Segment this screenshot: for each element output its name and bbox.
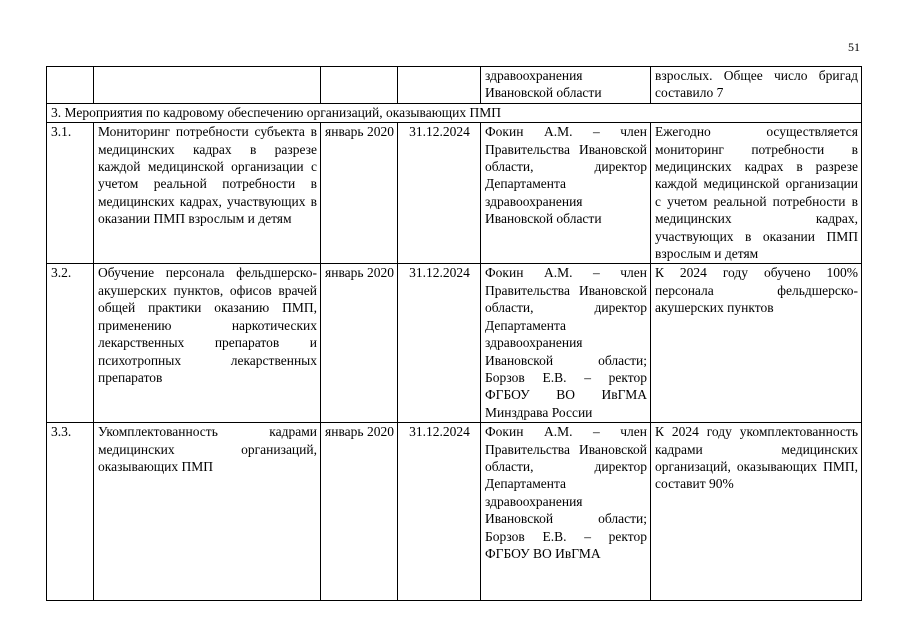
table-section-row bbox=[47, 103, 862, 122]
cell-activity bbox=[94, 67, 321, 104]
cell-activity: Мониторинг потребности субъекта в медицинских кадрах в разрезе каждой медицинской организации с учетом реальной потребности в медицинских кадрах, участвующих в оказании ПМП взрослым и детям bbox=[94, 123, 321, 264]
action-plan-table bbox=[46, 66, 862, 601]
cell-end: 31.12.2024 bbox=[398, 264, 481, 423]
cell-start bbox=[321, 67, 398, 104]
cell-num: 3.2. bbox=[47, 264, 94, 423]
section-title: 3. Мероприятия по кадровому обеспечению организаций, оказывающих ПМП bbox=[47, 103, 862, 122]
cell-num bbox=[47, 67, 94, 104]
table-row bbox=[47, 264, 862, 423]
cell-result: К 2024 году обучено 100% персонала фельдшерско-акушерских пунктов bbox=[651, 264, 862, 423]
cell-end: 31.12.2024 bbox=[398, 123, 481, 264]
cell-num: 3.1. bbox=[47, 123, 94, 264]
cell-end bbox=[398, 67, 481, 104]
cell-start: январь 2020 bbox=[321, 123, 398, 264]
page-number: 51 bbox=[848, 40, 860, 54]
cell-responsible: Фокин А.М. – член Правительства Ивановской области, директор Департамента здравоохранения Ивановской области; Борзов Е.В. – ректор ФГБОУ ВО ИвГМА bbox=[481, 423, 651, 601]
table-row bbox=[47, 423, 862, 601]
cell-activity: Обучение персонала фельдшерско-акушерских пунктов, офисов врачей общей практики оказанию ПМП, применению наркотических лекарственных препаратов и психотропных лекарственных препаратов bbox=[94, 264, 321, 423]
cell-start: январь 2020 bbox=[321, 423, 398, 601]
cell-result: взрослых. Общее число бригад составило 7 bbox=[651, 67, 862, 104]
cell-end: 31.12.2024 bbox=[398, 423, 481, 601]
cell-result: Ежегодно осуществляется мониторинг потребности в медицинских кадрах в разрезе каждой медицинской организации с учетом реальной потребности в медицинских кадрах, участвующих в оказании ПМП взрослым и детям bbox=[651, 123, 862, 264]
cell-activity: Укомплектованность кадрами медицинских организаций, оказывающих ПМП bbox=[94, 423, 321, 601]
table-row-continuation bbox=[47, 67, 862, 104]
cell-responsible: Фокин А.М. – член Правительства Ивановской области, директор Департамента здравоохранения Ивановской области bbox=[481, 123, 651, 264]
cell-responsible: Фокин А.М. – член Правительства Ивановской области, директор Департамента здравоохранения Ивановской области; Борзов Е.В. – ректор ФГБОУ ВО ИвГМА Минздрава России bbox=[481, 264, 651, 423]
table-row bbox=[47, 123, 862, 264]
cell-result: К 2024 году укомплектованность кадрами медицинских организаций, оказывающих ПМП, составит 90% bbox=[651, 423, 862, 601]
cell-num: 3.3. bbox=[47, 423, 94, 601]
cell-start: январь 2020 bbox=[321, 264, 398, 423]
cell-responsible: здравоохранения Ивановской области bbox=[481, 67, 651, 104]
